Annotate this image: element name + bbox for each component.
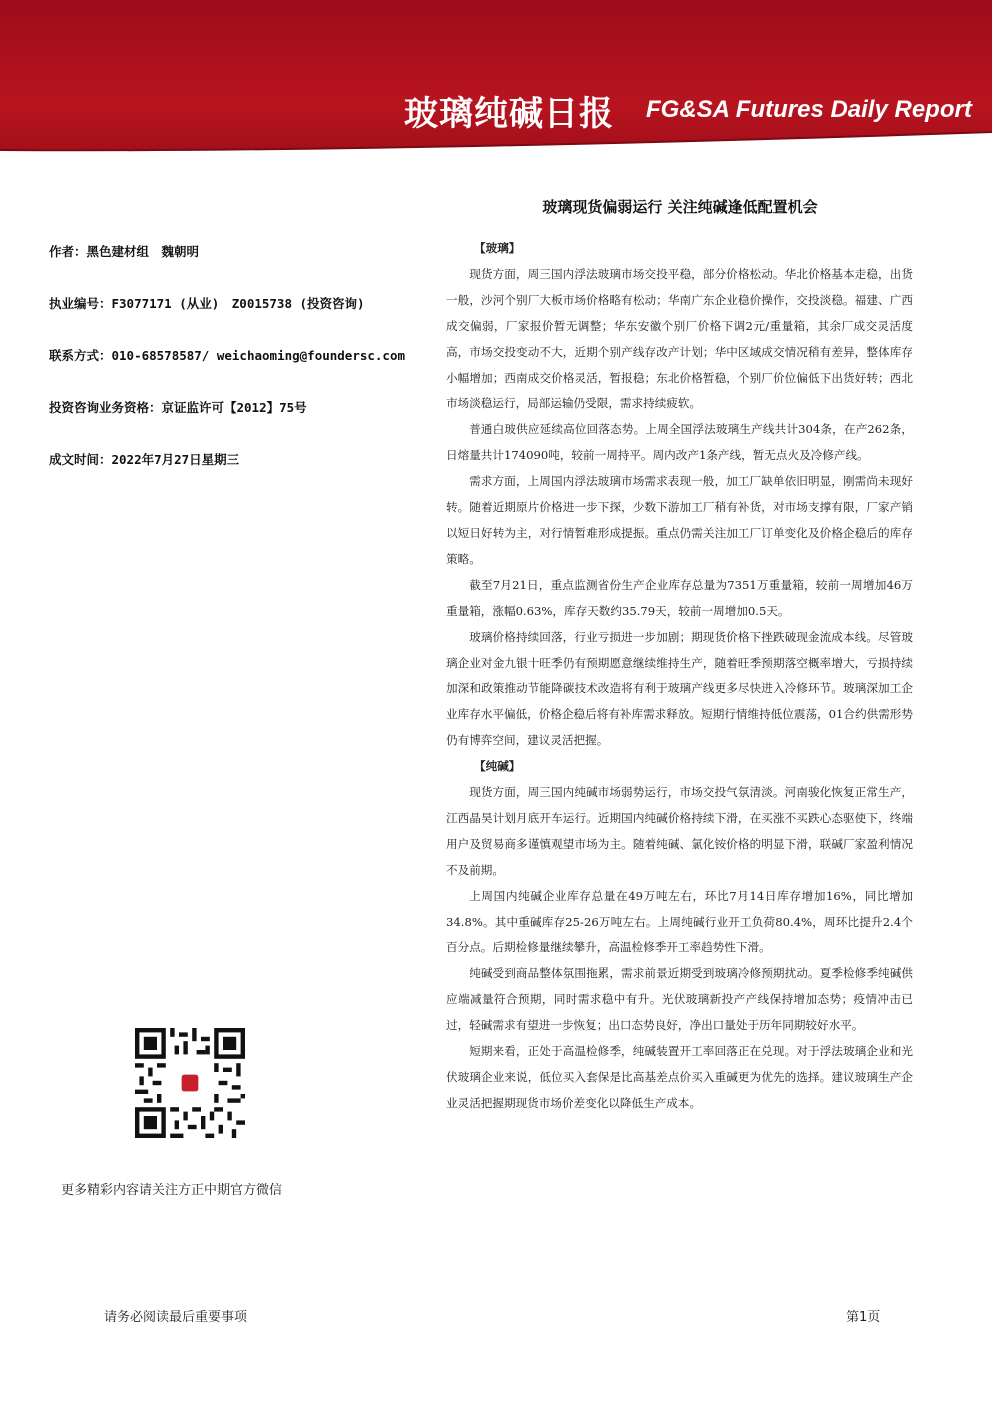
author-line: 作者：黑色建材组 魏朝明 [49, 244, 200, 259]
wechat-qr-code [135, 1028, 245, 1138]
report-body [446, 236, 913, 1117]
soda-paragraph-inventory: 上周国内纯碱企业库存总量在49万吨左右，环比7月14日库存增加16%，同比增加34.8%。其中重碱库存25-26万吨左右。上周纯碱行业开工负荷80.4%，周环比提升2.4个百分点。后期检修量继续攀升，高温检修季开工率趋势性下滑。 [446, 888, 913, 955]
glass-paragraph-supply: 普通白玻供应延续高位回落态势。上周全国浮法玻璃生产线共计304条，在产262条，日熔量共计174090吨，较前一周持平。周内改产1条产线，暂无点火及冷修产线。 [446, 422, 913, 463]
soda-paragraph-outlook: 短期来看，正处于高温检修季，纯碱装置开工率回落正在兑现。对于浮法玻璃企业和光伏玻璃企业来说，低位买入套保是比高基差点价买入重碱更为优先的选择。建议玻璃生产企业灵活把握期现货市场价差变化以降低生产成本。 [446, 1044, 913, 1110]
footer-disclaimer-note: 请务必阅读最后重要事项 [104, 1310, 248, 1325]
qr-caption: 更多精彩内容请关注方正中期官方微信 [61, 1183, 283, 1198]
date-line: 成文时间：2022年7月27日星期三 [49, 452, 240, 467]
author-info-panel [49, 243, 449, 503]
glass-paragraph-demand: 需求方面，上周国内浮法玻璃市场需求表现一般，加工厂缺单依旧明显，刚需尚未现好转。随着近期原片价格进一步下探，少数下游加工厂稍有补货，对市场支撑有限，厂家产销以短日好转为主，对行情暂难形成提振。重点仍需关注加工厂订单变化及价格企稳后的库存策略。 [446, 474, 913, 566]
contact-line: 联系方式：010-68578587/ weichaoming@foundersc.com [49, 348, 405, 363]
page-number: 第1页 [846, 1310, 881, 1325]
qualification-line: 投资咨询业务资格：京证监许可【2012】75号 [49, 400, 307, 415]
soda-section-heading: 【纯碱】 [474, 759, 521, 774]
glass-paragraph-inventory: 截至7月21日，重点监测省份生产企业库存总量为7351万重量箱，较前一周增加46万重量箱，涨幅0.63%，库存天数约35.79天，较前一周增加0.5天。 [446, 577, 913, 618]
report-title-cn: 玻璃纯碱日报 [404, 94, 614, 134]
license-line: 执业编号：F3077171 (从业) Z0015738 (投资咨询) [49, 296, 365, 311]
soda-paragraph-demand: 纯碱受到商品整体氛围拖累，需求前景近期受到玻璃冷修预期扰动。夏季检修季纯碱供应端减量符合预期，同时需求稳中有升。光伏玻璃新投产产线保持增加态势；疫情冲击已过，轻碱需求有望进一步恢复；出口态势良好，净出口量处于历年同期较好水平。 [446, 966, 913, 1033]
glass-section-heading: 【玻璃】 [474, 241, 521, 255]
glass-paragraph-outlook: 玻璃价格持续回落，行业亏损进一步加剧；期现货价格下挫跌破现金流成本线。尽管玻璃企业对金九银十旺季仍有预期愿意继续维持生产，随着旺季预期落空概率增大，亏损持续加深和政策推动节能降碳技术改造将有利于玻璃产线更多尽快进入冷修环节。玻璃深加工企业库存水平偏低，价格企稳后将有补库需求释放。短期行情维持低位震荡，01合约供需形势仍有博弈空间，建议灵活把握。 [446, 629, 913, 748]
report-header-banner [0, 0, 992, 150]
article-headline: 玻璃现货偏弱运行 关注纯碱逢低配置机会 [542, 198, 818, 216]
report-title-en: FG&SA Futures Daily Report [646, 96, 972, 123]
glass-paragraph-spot: 现货方面，周三国内浮法玻璃市场交投平稳，部分价格松动。华北价格基本走稳，出货一般，沙河个别厂大板市场价格略有松动；华南广东企业稳价操作，交投淡稳。福建、广西成交偏弱，厂家报价暂无调整；华东安徽个别厂价格下调2元/重量箱，其余厂成交灵活度高，市场交投变动不大，近期个别产线存改产计划；华中区域成交情况稍有差异，整体库存小幅增加；西南成交价格灵活，暂报稳；东北价格暂稳，个别厂价位偏低下出货好转；西北市场淡稳运行，局部运输仍受限，需求持续疲软。 [446, 266, 913, 411]
soda-paragraph-spot: 现货方面，周三国内纯碱市场弱势运行，市场交投气氛清淡。河南骏化恢复正常生产，江西晶昊计划月底开车运行。近期国内纯碱价格持续下滑，在买涨不买跌心态驱使下，终端用户及贸易商多谨慎观望市场为主。随着纯碱、氯化铵价格的明显下滑，联碱厂家盈利情况不及前期。 [446, 785, 913, 877]
